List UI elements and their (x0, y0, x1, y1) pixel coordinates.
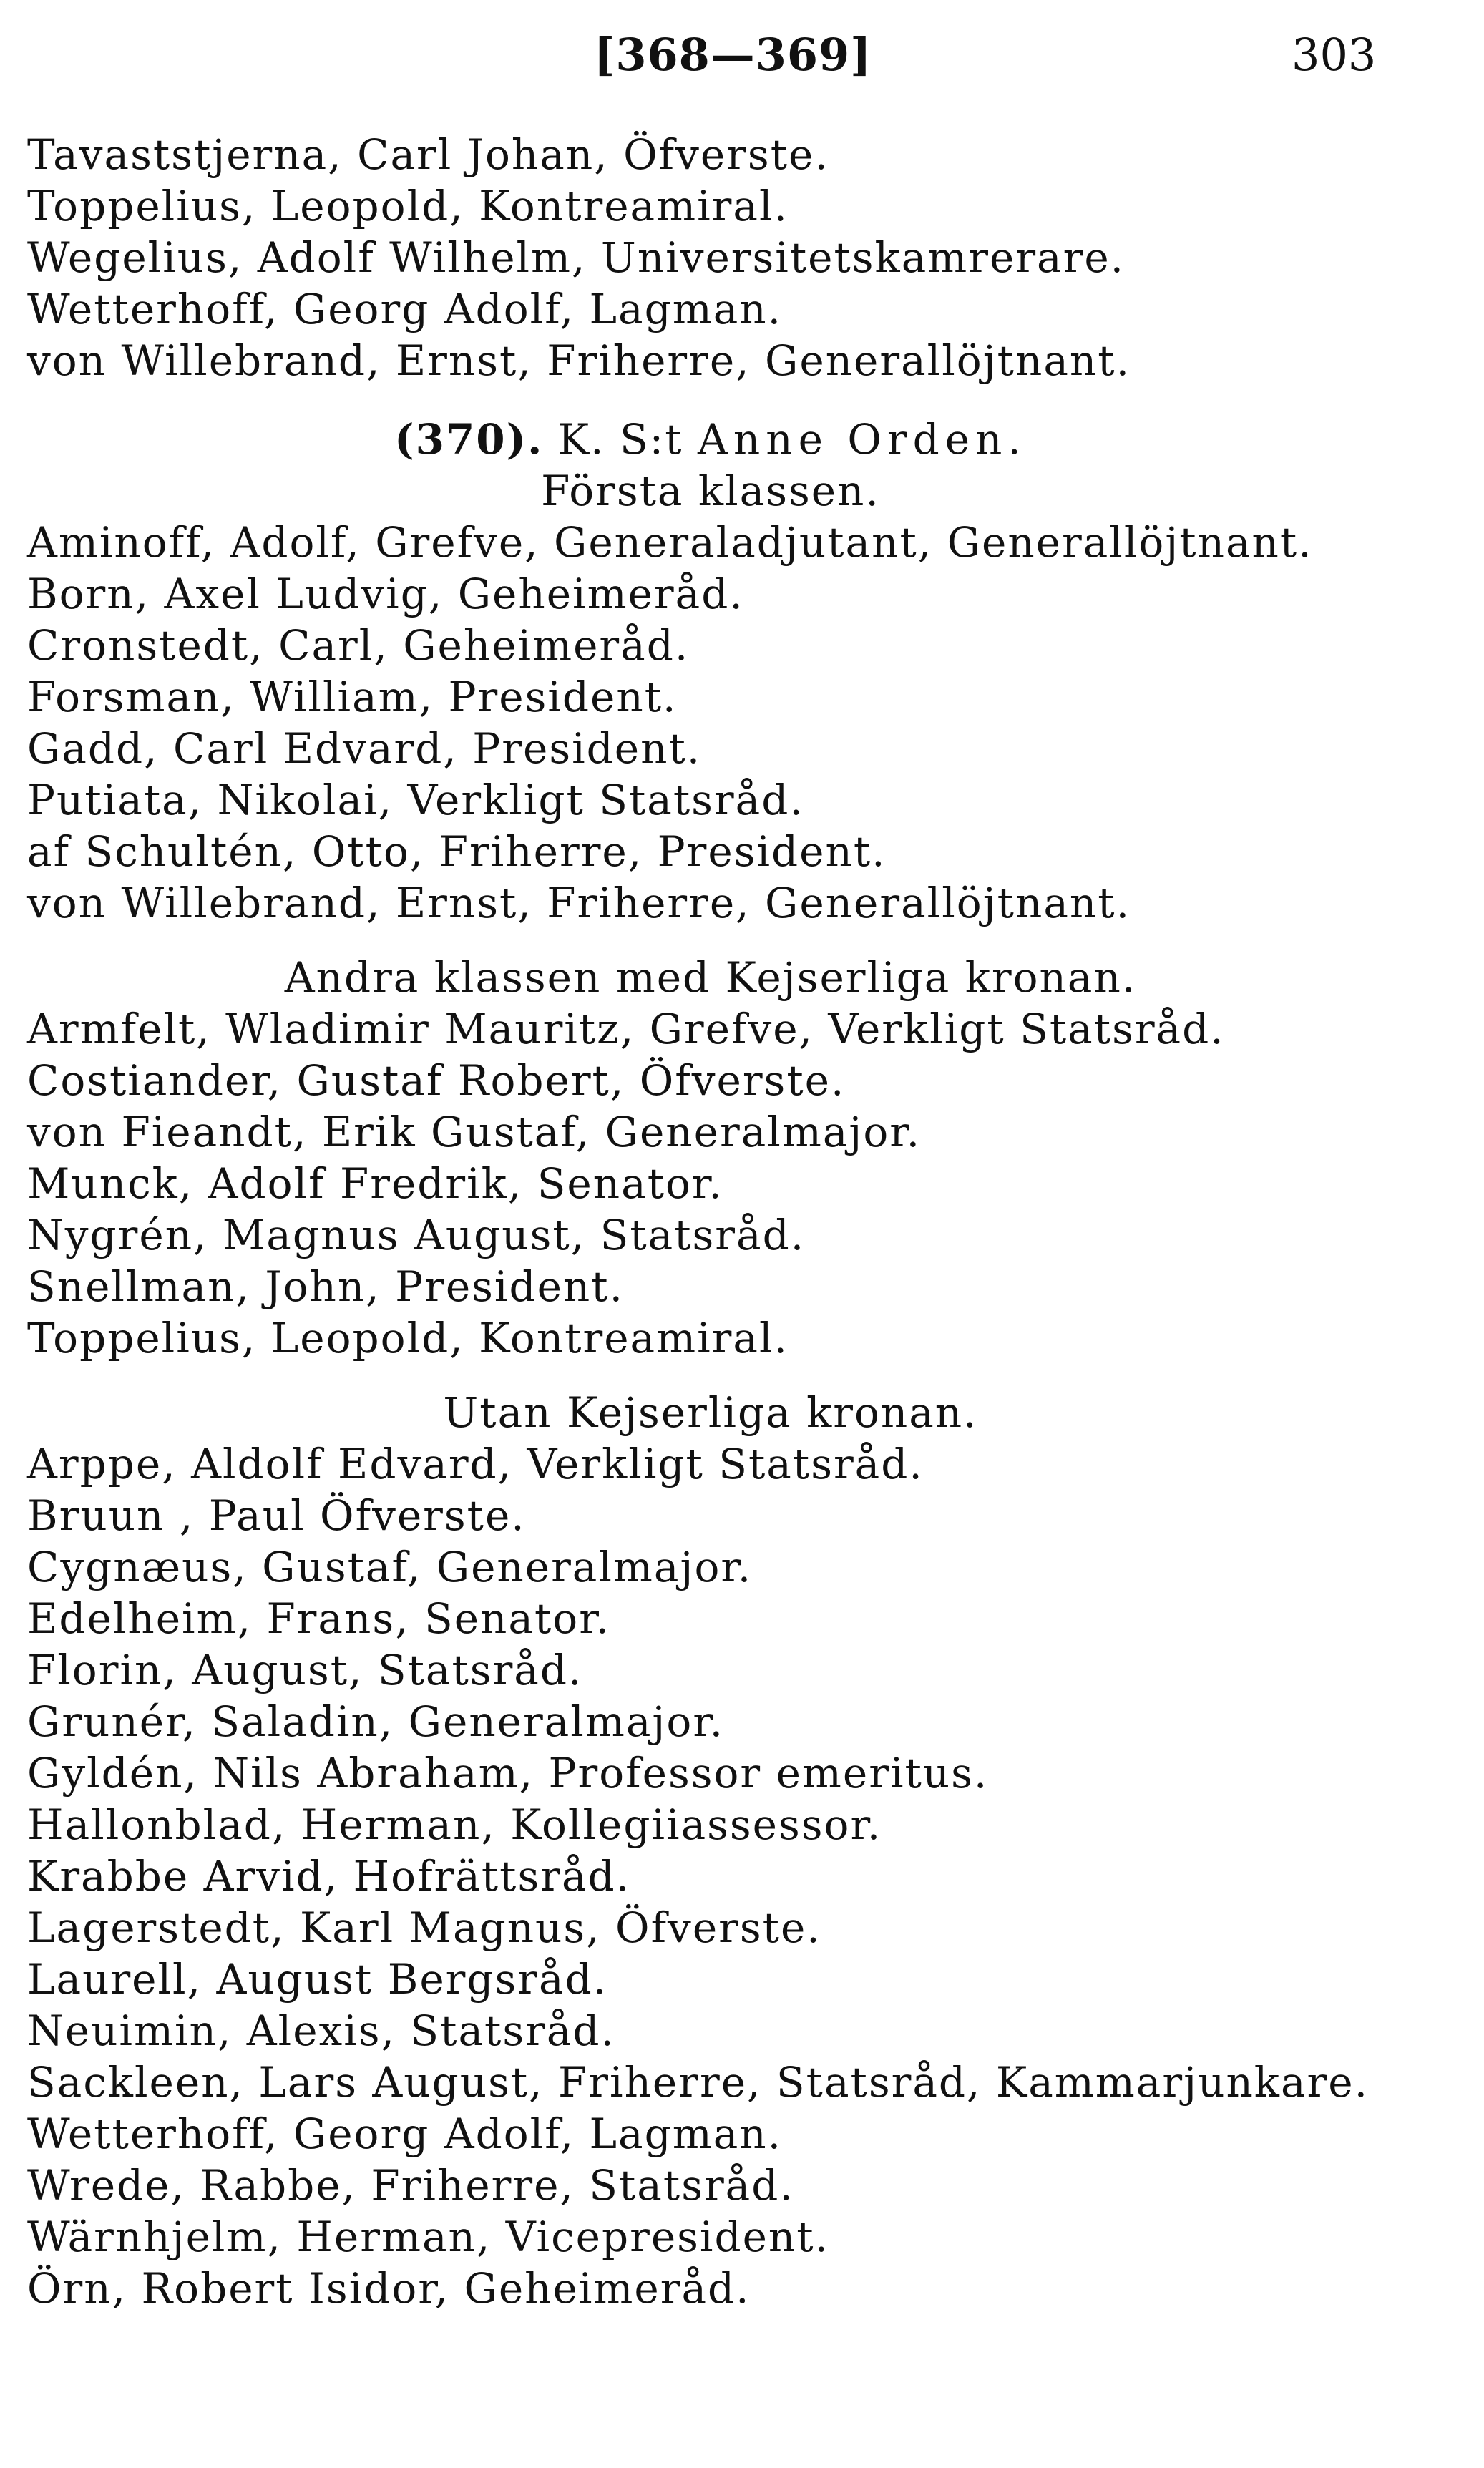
list-item: Hallonblad, Herman, Kollegiiassessor. (27, 1800, 882, 1849)
without-crown-list (27, 1438, 1458, 2314)
list-item: Snellman, John, President. (27, 1262, 625, 1311)
order-name: Anne Orden. (697, 415, 1027, 464)
list-item: von Fieandt, Erik Gustaf, Generalmajor. (27, 1108, 922, 1156)
second-class-crown-list (27, 1003, 1458, 1364)
list-item: Putiata, Nikolai, Verkligt Statsråd. (27, 776, 804, 824)
list-item: Wärnhjelm, Herman, Vicepresident. (27, 2213, 830, 2261)
list-item: von Willebrand, Ernst, Friherre, Generallöjtnant. (27, 879, 1131, 927)
list-item: Tavaststjerna, Carl Johan, Öfverste. (27, 130, 829, 179)
list-item: Gadd, Carl Edvard, President. (27, 724, 702, 773)
page-number: 303 (1292, 29, 1377, 81)
list-item: Munck, Adolf Fredrik, Senator. (27, 1159, 723, 1208)
order-heading (27, 414, 1458, 465)
list-item: Edelheim, Frans, Senator. (27, 1594, 610, 1643)
page-header (0, 29, 1484, 86)
list-item: Nygrén, Magnus August, Statsråd. (27, 1211, 806, 1259)
list-item: Forsman, William, President. (27, 673, 678, 721)
list-item: Lagerstedt, Karl Magnus, Öfverste. (27, 1903, 821, 1952)
continued-list (27, 129, 1458, 386)
order-name-prefix: K. S:t (557, 415, 683, 464)
list-item: Sackleen, Lars August, Friherre, Statsråd, Kammarjunkare. (27, 2058, 1370, 2107)
list-item: Örn, Robert Isidor, Geheimeråd. (27, 2264, 751, 2313)
list-item: Gyldén, Nils Abraham, Professor emeritus. (27, 1749, 989, 1798)
list-item: Wegelius, Adolf Wilhelm, Universitetskamrerare. (27, 233, 1126, 282)
list-item: Born, Axel Ludvig, Geheimeråd. (27, 570, 744, 618)
page-range: [368—369] (594, 29, 872, 81)
list-item: Aminoff, Adolf, Grefve, Generaladjutant, Generallöjtnant. (27, 518, 1313, 567)
section-heading-without-crown: Utan Kejserliga kronan. (443, 1388, 978, 1437)
list-item: Laurell, August Bergsråd. (27, 1955, 608, 2004)
list-item: von Willebrand, Ernst, Friherre, Generallöjtnant. (27, 336, 1131, 385)
list-item: Krabbe Arvid, Hofrättsråd. (27, 1852, 631, 1901)
list-item: Florin, August, Statsråd. (27, 1646, 583, 1694)
list-item: Neuimin, Alexis, Statsråd. (27, 2006, 615, 2055)
list-item: Wrede, Rabbe, Friherre, Statsråd. (27, 2161, 794, 2210)
list-item: Wetterhoff, Georg Adolf, Lagman. (27, 285, 783, 333)
list-item: Bruun , Paul Öfverste. (27, 1491, 526, 1540)
list-item: af Schultén, Otto, Friherre, President. (27, 827, 887, 876)
list-item: Wetterhoff, Georg Adolf, Lagman. (27, 2109, 783, 2158)
list-item: Cronstedt, Carl, Geheimeråd. (27, 621, 690, 670)
list-item: Toppelius, Leopold, Kontreamiral. (27, 1314, 789, 1362)
list-item: Arppe, Aldolf Edvard, Verkligt Statsråd. (27, 1440, 924, 1488)
list-item: Armfelt, Wladimir Mauritz, Grefve, Verkligt Statsråd. (27, 1005, 1225, 1053)
section-heading-second-class-crown: Andra klassen med Kejserliga kronan. (284, 953, 1137, 1002)
order-number: (370). (394, 415, 544, 464)
list-item: Cygnæus, Gustaf, Generalmajor. (27, 1543, 753, 1591)
list-item: Toppelius, Leopold, Kontreamiral. (27, 182, 789, 230)
list-item: Grunér, Saladin, Generalmajor. (27, 1697, 725, 1746)
page-content (27, 129, 1458, 2314)
first-class-list (27, 517, 1458, 929)
list-item: Costiander, Gustaf Robert, Öfverste. (27, 1056, 846, 1105)
section-heading-first-class: Första klassen. (541, 467, 880, 515)
